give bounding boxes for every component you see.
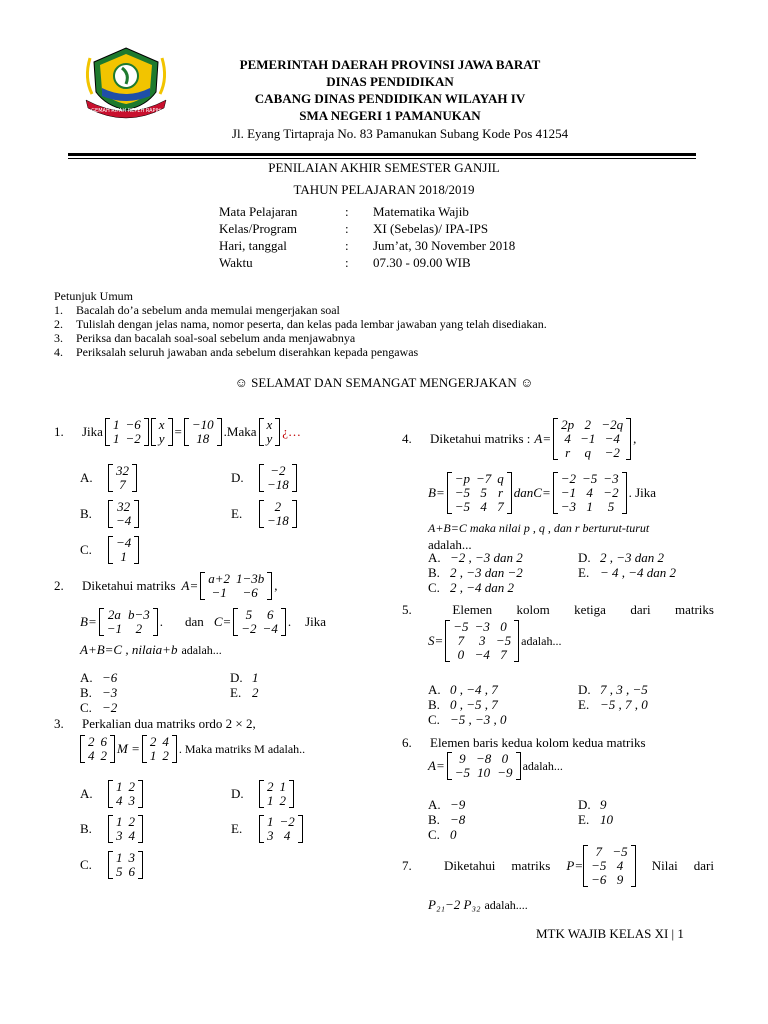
matrix-cell: 0 [457,647,465,662]
header-line-3: CABANG DINAS PENDIDIKAN WILAYAH IV [254,91,526,106]
q3-line-2: 2 6 4 2 M = 2 4 1 2 . Maka matriks M adalah.. [80,735,307,763]
matrix-cell: −1 [580,431,596,446]
info-row: Waktu : 07.30 - 09.00 WIB [219,255,471,270]
q2-matrix-a [200,572,272,600]
q1-option-c[interactable]: C. −4 1 [80,536,141,564]
matrix-cell: −6 [242,585,258,600]
matrix-cell: a+2 [208,571,231,586]
matrix-cell: −2 [560,471,577,486]
matrix-cell: −2 [241,621,257,636]
matrix-cell: 4 [586,485,593,500]
matrix-cell: 1 [267,793,274,808]
q5-matrix-s [445,620,519,662]
q6-matrix-a [447,752,521,780]
matrix-cell: 2 [584,417,591,432]
matrix-cell: −p [454,471,470,486]
matrix-cell: −10 [191,417,214,432]
matrix-cell: 2p [561,417,575,432]
option-c[interactable]: C. 2 , −4 dan 2 [428,580,515,595]
matrix-cell: −4 [262,621,278,636]
option-b[interactable]: B. −3 [80,685,118,700]
matrix-cell: 5 [116,864,123,879]
matrix-cell: −2 [279,814,295,829]
matrix-cell: −4 [474,647,490,662]
option-a[interactable]: A. −2 , −3 dan 2 [428,550,523,565]
matrix-cell: 4 [116,793,123,808]
svg-text:GEMAH RIPAH REPEH RAPIH: GEMAH RIPAH REPEH RAPIH [91,108,161,114]
matrix-cell: 7 [595,844,603,859]
question-1: 1. Jika 1 −6 1 −2 x y = −10 18 .Maka x y ¿… [54,417,302,446]
matrix-cell: y [266,431,273,446]
q4-matrix-c [553,472,627,514]
matrix-cell: 1 [149,748,157,763]
question-4: 4. Diketahui matriks : A= 2p 2 −2q 4 −1 −4 r q −2 , [402,417,637,460]
q3-option-a[interactable]: A. 1 2 4 3 [80,780,145,808]
q1-maka: .Maka [223,424,257,439]
exam-year: TAHUN PELAJARAN 2018/2019 [293,182,475,197]
option-a[interactable]: A. 0 , −4 , 7 [428,682,498,697]
question-6: 6. Elemen baris kedua kolom kedua matriks [402,735,646,750]
matrix-cell: 2 [274,499,282,514]
question-3: 3. Perkalian dua matriks ordo 2 × 2, [54,716,256,731]
matrix-cell: 3 [116,828,123,843]
matrix-cell: 2 [162,748,169,763]
matrix-cell: 32 [117,499,131,514]
matrix-cell: 18 [196,431,210,446]
matrix-cell: y [158,431,165,446]
option-e[interactable]: E. 10 [578,812,613,827]
matrix-cell: x [158,417,165,432]
matrix-cell: q [497,471,504,486]
matrix-cell: −5 [591,858,607,873]
matrix-cell: −9 [497,765,513,780]
matrix-cell: 4 [616,858,624,873]
matrix-cell: 5 [245,607,253,622]
matrix-cell: −3 [603,471,619,486]
matrix-cell: 1 [120,549,127,564]
q4-line-2: B= −p −7 q −5 5 r −5 4 7 danC= −2 −5 −3 −1 4 −2 −3 1 5 . Jika [428,471,657,514]
matrix-cell: −3 [560,499,577,514]
q1-number: 1. [54,424,64,439]
instructions-heading: Petunjuk Umum [54,289,134,303]
matrix-cell: 1 [586,499,593,514]
matrix [108,464,137,492]
q4-tail: adalah... [428,537,472,552]
header-divider [68,153,696,156]
q1-end: ¿… [282,424,302,439]
matrix [259,464,297,492]
instruction-item: 3. Periksa dan bacalah soal-soal sebelum anda menjawabnya [54,331,356,345]
q1-matrix [105,418,149,446]
matrix-cell: 1 [279,779,286,794]
matrix-cell: 2 [149,734,157,749]
question-2: 2. Diketahui matriks A= a+2 1−3b −1 −6 , [54,571,278,600]
option-a[interactable]: A. −6 [80,670,118,685]
instructions-list [54,303,547,359]
matrix-cell: 9 [459,751,466,766]
matrix-cell: 4 [88,748,95,763]
q1-option-e[interactable]: E. 2 −18 [231,500,299,528]
option-d[interactable]: D. 2 , −3 dan 2 [578,550,665,565]
header-line-2: DINAS PENDIDIKAN [326,74,454,89]
page-footer: MTK WAJIB KELAS XI | 1 [536,926,684,941]
q2-line-3: A+B=C , nilaia+b adalah... [80,642,222,657]
matrix-cell: 2 [135,621,143,636]
matrix-cell: 2 [88,734,95,749]
matrix-cell: 7 [119,477,126,492]
matrix-cell: 4 [162,734,169,749]
matrix-cell: q [584,445,591,460]
q1-jika: Jika [82,424,103,439]
matrix-cell: 1 [267,814,274,829]
matrix-cell: 6 [266,607,274,622]
q1-option-d[interactable]: D. −2 −18 [231,464,299,492]
matrix-cell: 3 [128,850,135,865]
matrix-cell: −18 [267,513,289,528]
q2-line-2: B= 2a b−3 −1 2 . dan C= 5 6 −2 −4 . Jika [80,607,327,636]
matrix-cell: 2 [128,814,135,829]
question-5: 5. Elemen kolom ketiga dari matriks [402,602,714,617]
matrix-cell: 2a [107,607,121,622]
matrix [108,500,139,528]
matrix-cell: −3 [474,619,490,634]
q2-matrix-b [99,608,158,636]
option-b[interactable]: B. 0 , −5 , 7 [428,697,498,712]
matrix-cell: 1 [112,417,120,432]
matrix-cell: 3 [128,793,135,808]
matrix-cell: −4 [116,513,132,528]
matrix-cell: −2 [125,431,141,446]
matrix [108,851,143,879]
matrix-cell: 0 [500,619,507,634]
q1-vector-xy-2 [259,418,281,446]
q3-option-d[interactable]: D. 2 1 1 2 [231,780,296,808]
q3-option-c[interactable]: C. 1 3 5 6 [80,851,145,879]
option-a[interactable]: A. −9 [428,797,466,812]
matrix-cell: 5 [607,499,615,514]
option-d[interactable]: D. 1 [230,670,259,685]
matrix [259,500,297,528]
option-c[interactable]: C. −2 [80,700,118,715]
matrix-cell: −5 [454,765,470,780]
matrix-cell: 32 [116,463,129,478]
matrix-cell: 6 [100,734,107,749]
matrix-cell: 1 [112,431,120,446]
matrix-cell: 0 [501,751,509,766]
instruction-item: 1. Bacalah do’a sebelum anda memulai mengerjakan soal [54,303,340,317]
matrix-cell: 1 [116,814,123,829]
instruction-item: 2. Tulislah dengan jelas nama, nomor peserta, dan kelas pada lembar jawaban yang telah disediakan. [54,317,547,331]
header-address: Jl. Eyang Tirtapraja No. 83 Pamanukan Subang Kode Pos 41254 [231,126,569,141]
matrix-cell: 4 [128,828,135,843]
matrix-cell: 2 [100,748,107,763]
matrix-cell: 7 [500,647,507,662]
matrix-cell: 3 [267,828,274,843]
q3-matrix-left [80,735,115,763]
q1-vector-xy [151,418,173,446]
matrix-cell: 1−3b [236,571,265,586]
matrix-cell: 2 [279,793,286,808]
matrix-cell: 3 [478,633,486,648]
option-c[interactable]: C. 0 [428,827,457,842]
matrix-cell: r [565,445,571,460]
matrix [259,780,294,808]
matrix-cell: −4 [116,535,132,550]
q3-option-b[interactable]: B. 1 2 3 4 [80,815,145,843]
matrix-cell: −4 [604,431,620,446]
q3-option-e[interactable]: E. 1 −2 3 4 [231,815,305,843]
option-e[interactable]: E. 2 [230,685,259,700]
matrix-cell: −1 [106,621,122,636]
matrix-cell: −18 [267,477,289,492]
matrix-cell: −5 [453,619,469,634]
matrix [108,536,139,564]
q3-matrix-right [142,735,177,763]
question-7: 7. Diketahui matriks P= 7 −5 −5 4 −6 9 Nilai dari [402,844,714,887]
option-b[interactable]: B. −8 [428,812,466,827]
matrix-cell: 9 [616,872,624,887]
q6-line-2: A= 9 −8 0 −5 10 −9 adalah... [428,751,563,780]
matrix-cell: −5 [495,633,512,648]
matrix-cell: −5 [454,485,470,500]
matrix-cell: 2 [267,779,274,794]
q5-line-2: S= −5 −3 0 7 3 −5 0 −4 7 adalah... [428,619,562,662]
matrix-cell: 1 [116,779,123,794]
matrix-cell: −1 [211,585,227,600]
q4-line-3: A+B=C maka nilai p , q , dan r berturut-turut [428,521,650,535]
matrix-cell: 4 [564,431,571,446]
matrix-cell: 2 [128,779,135,794]
matrix-cell: −2 [604,445,620,460]
matrix [259,815,303,843]
q7-matrix-p [583,845,636,887]
matrix-cell: 7 [457,633,465,648]
matrix-cell: −5 [582,471,598,486]
option-d[interactable]: D. 9 [578,797,607,812]
matrix-cell: 4 [480,499,487,514]
matrix-cell: 7 [497,499,504,514]
matrix-cell: −2 [603,485,619,500]
exam-title: PENILAIAN AKHIR SEMESTER GANJIL [268,160,500,175]
header-line-1: PEMERINTAH DAERAH PROVINSI JAWA BARAT [239,57,541,72]
q4-matrix-a [553,418,631,460]
header-line-4: SMA NEGERI 1 PAMANUKAN [299,108,481,123]
option-e[interactable]: E. −5 , 7 , 0 [578,697,648,712]
matrix-cell: 5 [480,485,487,500]
instruction-item: 4. Periksalah seluruh jawaban anda sebelum diserahkan kepada pengawas [54,345,419,359]
info-row: Hari, tanggal : Jum’at, 30 November 2018 [219,238,516,253]
matrix-cell: −6 [125,417,141,432]
matrix-cell: −5 [454,499,470,514]
matrix-cell: −7 [476,471,492,486]
q4-matrix-b [447,472,512,514]
q1-option-b[interactable]: B. 32 −4 [80,500,141,528]
matrix-cell: 4 [283,828,291,843]
matrix-cell: 1 [116,850,123,865]
matrix-cell: 6 [128,864,135,879]
info-row: Kelas/Program : XI (Sebelas)/ IPA-IPS [219,221,489,236]
school-logo [76,44,176,122]
option-d[interactable]: D. 7 , 3 , −5 [578,682,648,697]
option-c[interactable]: C. −5 , −3 , 0 [428,712,507,727]
matrix-cell: −8 [476,751,492,766]
q2-matrix-c [233,608,286,636]
greeting: ☺ SELAMAT DAN SEMANGAT MENGERJAKAN ☺ [234,375,534,390]
matrix-cell: b−3 [128,607,150,622]
matrix-cell: −2 [270,463,286,478]
header-divider-thin [68,158,696,159]
q1-option-a[interactable]: A. 32 7 [80,464,139,492]
matrix-cell: −1 [560,485,577,500]
option-b[interactable]: B. 2 , −3 dan −2 [428,565,523,580]
matrix-cell: −6 [591,872,607,887]
matrix [108,780,143,808]
exam-info [219,204,515,272]
matrix-cell: 10 [477,765,491,780]
info-row: Mata Pelajaran : Matematika Wajib [219,204,469,219]
q1-vector-rhs [184,418,222,446]
option-e[interactable]: E. − 4 , −4 dan 2 [578,565,677,580]
q7-line-2: P₂₁−2 P₃₂ adalah.... [428,897,528,912]
matrix-cell: −5 [612,844,628,859]
matrix-cell: r [498,485,504,500]
matrix-cell: −2q [601,417,624,432]
matrix-cell: x [266,417,273,432]
matrix [108,815,143,843]
